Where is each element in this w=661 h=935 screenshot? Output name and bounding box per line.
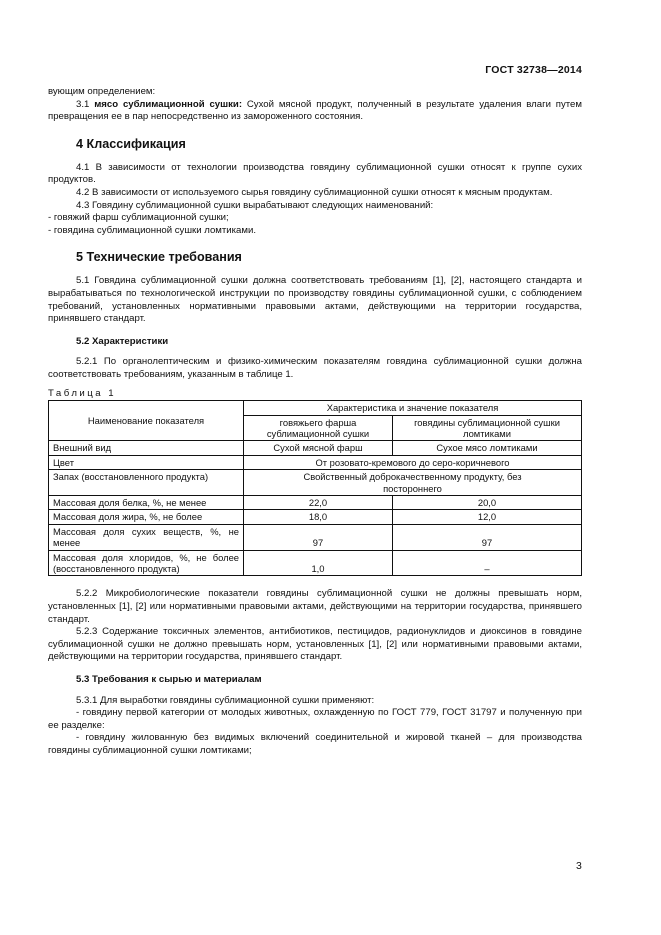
page-content [48, 86, 582, 758]
table-caption: Таблица 1 [48, 387, 117, 399]
header-characteristic-group: Характеристика и значение показателя [244, 401, 582, 415]
list-item: - говядину жилованную без видимых включений соединительной и жировой тканей – для производства говядины сублимационной сушки ломтиками; [48, 732, 582, 756]
table-row [49, 441, 582, 455]
list-item: - говяжий фарш сублимационной сушки; [48, 212, 229, 224]
cell-beef-slices: Сухое мясо ломтиками [393, 441, 582, 455]
table-row [49, 455, 582, 469]
cell-minced-beef: 1,0 [244, 550, 393, 576]
row-name: Массовая доля жира, %, не более [49, 510, 244, 524]
table-row [49, 550, 582, 576]
section-5-title: 5 Технические требования [76, 250, 242, 265]
cell-minced-beef: 22,0 [244, 495, 393, 509]
paragraph-4-1: 4.1 В зависимости от технологии производства говядину сублимационной сушки относят к группе сухих продуктов. [48, 161, 582, 186]
definition-text: Сухой мясной продукт, полученный в результате удаления влаги путем превращения ее в пар непосредственно из замороженного состояния. [48, 98, 582, 123]
definition-3-1 [48, 99, 582, 124]
header-indicator-name: Наименование показателя [49, 401, 244, 441]
table-row [49, 495, 582, 509]
cell-beef-slices: – [393, 550, 582, 576]
cell-minced-beef: 18,0 [244, 510, 393, 524]
row-name: Запах (восстановленного продукта) [49, 470, 244, 496]
table-row [49, 524, 582, 550]
list-item: - говядина сублимационной сушки ломтиками. [48, 224, 256, 236]
header-beef-slices: говядины сублимационной сушки ломтиками [393, 415, 582, 441]
subsection-5-2-title: 5.2 Характеристики [76, 335, 169, 347]
definition-term: мясо сублимационной сушки: [94, 98, 243, 110]
paragraph-5-3-1: 5.3.1 Для выработки говядины сублимационной сушки применяют: [76, 694, 375, 706]
section-4-title: 4 Классификация [76, 136, 186, 151]
definition-number: 3.1 [76, 98, 90, 110]
row-name: Массовая доля белка, %, не менее [49, 495, 244, 509]
cell-merged-value: От розовато-кремового до серо-коричневого [244, 455, 582, 469]
standard-code-header: ГОСТ 32738—2014 [485, 64, 582, 76]
paragraph-5-1: 5.1 Говядина сублимационной сушки должна соответствовать требованиям [1], [2], настоящего стандарта и вырабатываться по технологической инструкции по производству говядины сублимационной сушки, с соблюдением требований, установленных нормативными правовыми актами, действующими на территории государства, принявшего стандарт. [48, 275, 582, 325]
table-1 [48, 400, 582, 576]
row-name: Внешний вид [49, 441, 244, 455]
paragraph-5-2-2: 5.2.2 Микробиологические показатели говядины сублимационной сушки не должны превышать норм, установленных [1], [2] или нормативными правовыми актами, действующими на территории государства, принявшего стандарт. [48, 588, 582, 625]
cell-beef-slices: 12,0 [393, 510, 582, 524]
subsection-5-3-title: 5.3 Требования к сырью и материалам [76, 673, 262, 685]
table-header-row [49, 401, 582, 415]
paragraph-4-3: 4.3 Говядину сублимационной сушки вырабатывают следующих наименований: [76, 199, 434, 211]
row-name: Массовая доля сухих веществ, %, не менее [49, 524, 244, 550]
table-row [49, 470, 582, 496]
list-item: - говядину первой категории от молодых животных, охлажденную по ГОСТ 779, ГОСТ 31797 и полученную при ее разделке: [48, 707, 582, 731]
table-row [49, 510, 582, 524]
page-number: 3 [576, 860, 582, 872]
cell-beef-slices: 97 [393, 524, 582, 550]
paragraph-5-2-1: 5.2.1 По органолептическим и физико-химическим показателям говядина сублимационной сушки должна соответствовать требованиям, указанным в таблице 1. [48, 356, 582, 380]
cell-merged-value: Свойственный доброкачественному продукту, без постороннего [244, 470, 582, 496]
row-name: Цвет [49, 455, 244, 469]
paragraph-5-2-3: 5.2.3 Содержание токсичных элементов, антибиотиков, пестицидов, радионуклидов и диоксинов в говядине сублимационной сушки не должно превышать норм, установленных [1], [2] или нормативными правовыми актами, действующими на территории государства, принявшего стандарт. [48, 626, 582, 663]
cell-minced-beef: Сухой мясной фарш [244, 441, 393, 455]
row-name: Массовая доля хлоридов, %, не более (восстановленного продукта) [49, 550, 244, 576]
header-minced-beef: говяжьего фарша сублимационной сушки [244, 415, 393, 441]
cell-minced-beef: 97 [244, 524, 393, 550]
paragraph-4-2: 4.2 В зависимости от используемого сырья говядину сублимационной сушки относят к мясным продуктам. [76, 186, 553, 198]
cell-beef-slices: 20,0 [393, 495, 582, 509]
paragraph-continuation: вующим определением: [48, 86, 156, 97]
